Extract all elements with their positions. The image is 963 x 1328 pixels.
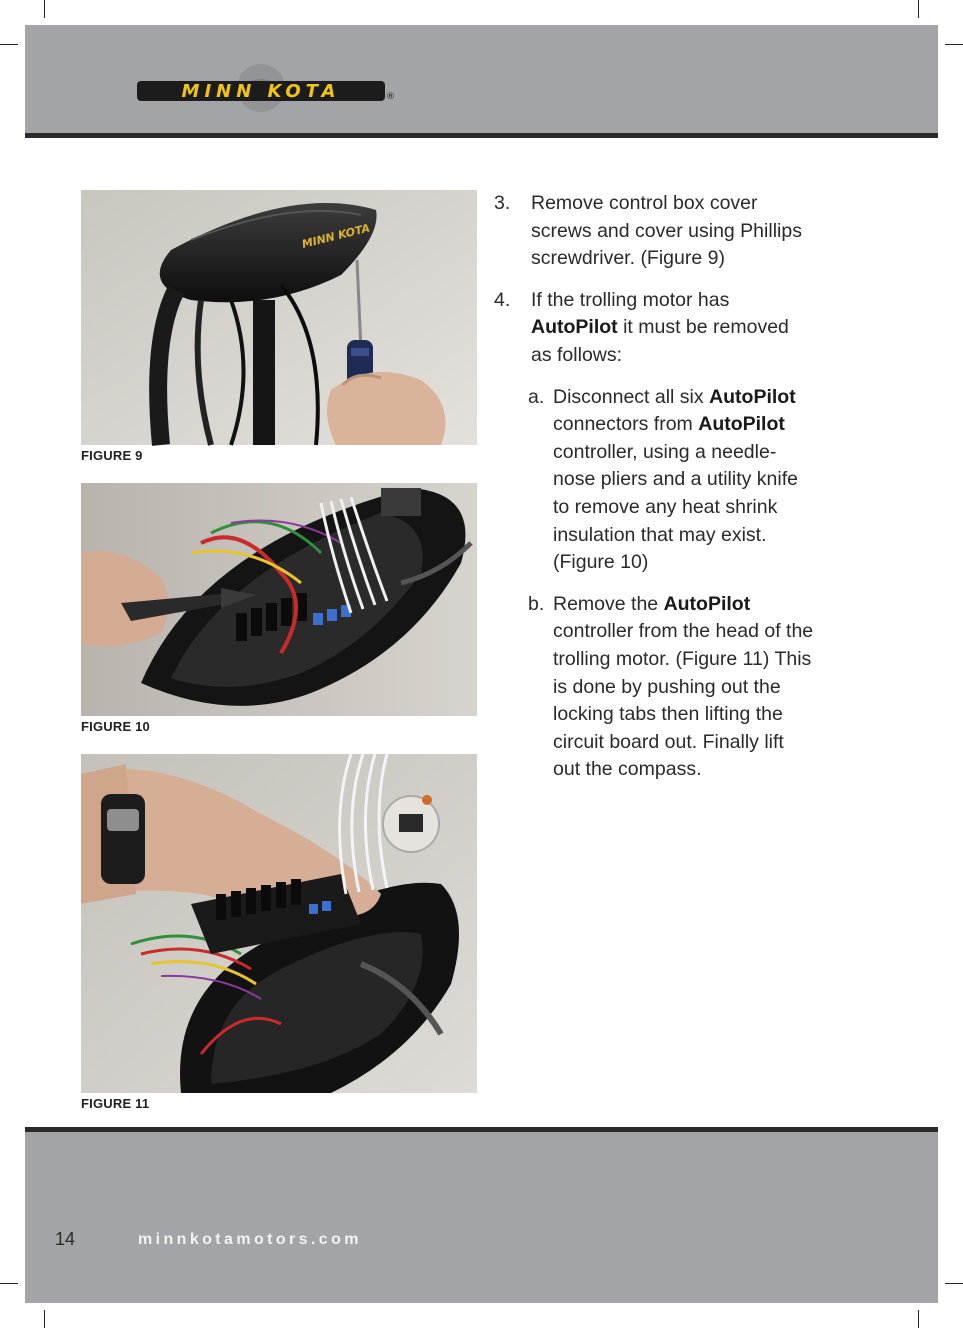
substep-letter: a. xyxy=(528,385,545,408)
substep-b xyxy=(494,591,814,784)
autopilot-term: AutoPilot xyxy=(709,385,796,408)
substep-a xyxy=(494,384,814,577)
substep-text: connectors from xyxy=(553,413,699,436)
instructions xyxy=(494,190,814,798)
substep-text: controller, using a needle-nose pliers and a utility knife to remove any heat shrink insulation that may exist. (Figure 10) xyxy=(553,440,798,574)
step-text: Remove control box cover screws and cover using Phillips screwdriver. (Figure 9) xyxy=(531,192,802,270)
step-text: it must be removed as follows: xyxy=(531,316,789,366)
autopilot-term: AutoPilot xyxy=(698,413,785,436)
crop-mark xyxy=(918,0,919,18)
crop-mark xyxy=(945,1283,963,1284)
step-number: 3. xyxy=(494,192,511,214)
substep-letter: b. xyxy=(528,592,545,615)
crop-mark xyxy=(44,0,45,18)
step-3 xyxy=(494,190,814,273)
svg-text:MINN KOTA: MINN KOTA xyxy=(181,81,341,102)
figure-11-caption: FIGURE 11 xyxy=(81,1096,150,1111)
crop-mark xyxy=(0,44,18,45)
figure-9-caption: FIGURE 9 xyxy=(81,448,143,463)
step-4 xyxy=(494,287,814,370)
header-rule xyxy=(25,133,938,138)
website-url: minnkotamotors.com xyxy=(138,1231,362,1248)
crop-mark xyxy=(44,1310,45,1328)
autopilot-term: AutoPilot xyxy=(663,592,751,615)
crop-mark xyxy=(945,44,963,45)
svg-text:®: ® xyxy=(386,92,395,102)
footer-band xyxy=(25,1132,938,1303)
figure-10-caption: FIGURE 10 xyxy=(81,719,150,734)
step-text: If the trolling motor has xyxy=(531,288,730,311)
substep-text: Disconnect all six xyxy=(553,385,710,408)
minn-kota-logo xyxy=(135,64,393,116)
autopilot-term: AutoPilot xyxy=(531,316,618,339)
step-number: 4. xyxy=(494,288,511,311)
figure-11-photo xyxy=(81,754,477,1093)
figure-9-photo xyxy=(81,190,477,445)
substep-text: Remove the xyxy=(553,592,664,615)
figure-10-photo xyxy=(81,483,477,716)
substep-text: controller from the head of the trolling motor. (Figure 11) This is done by pushing out the locking tabs then lifting the circuit board out. Finally lift out the compass. xyxy=(553,620,814,781)
page-number: 14 xyxy=(55,1229,76,1249)
crop-mark xyxy=(918,1310,919,1328)
crop-mark xyxy=(0,1283,18,1284)
svg-text:MINN KOTA: MINN KOTA xyxy=(300,221,372,251)
